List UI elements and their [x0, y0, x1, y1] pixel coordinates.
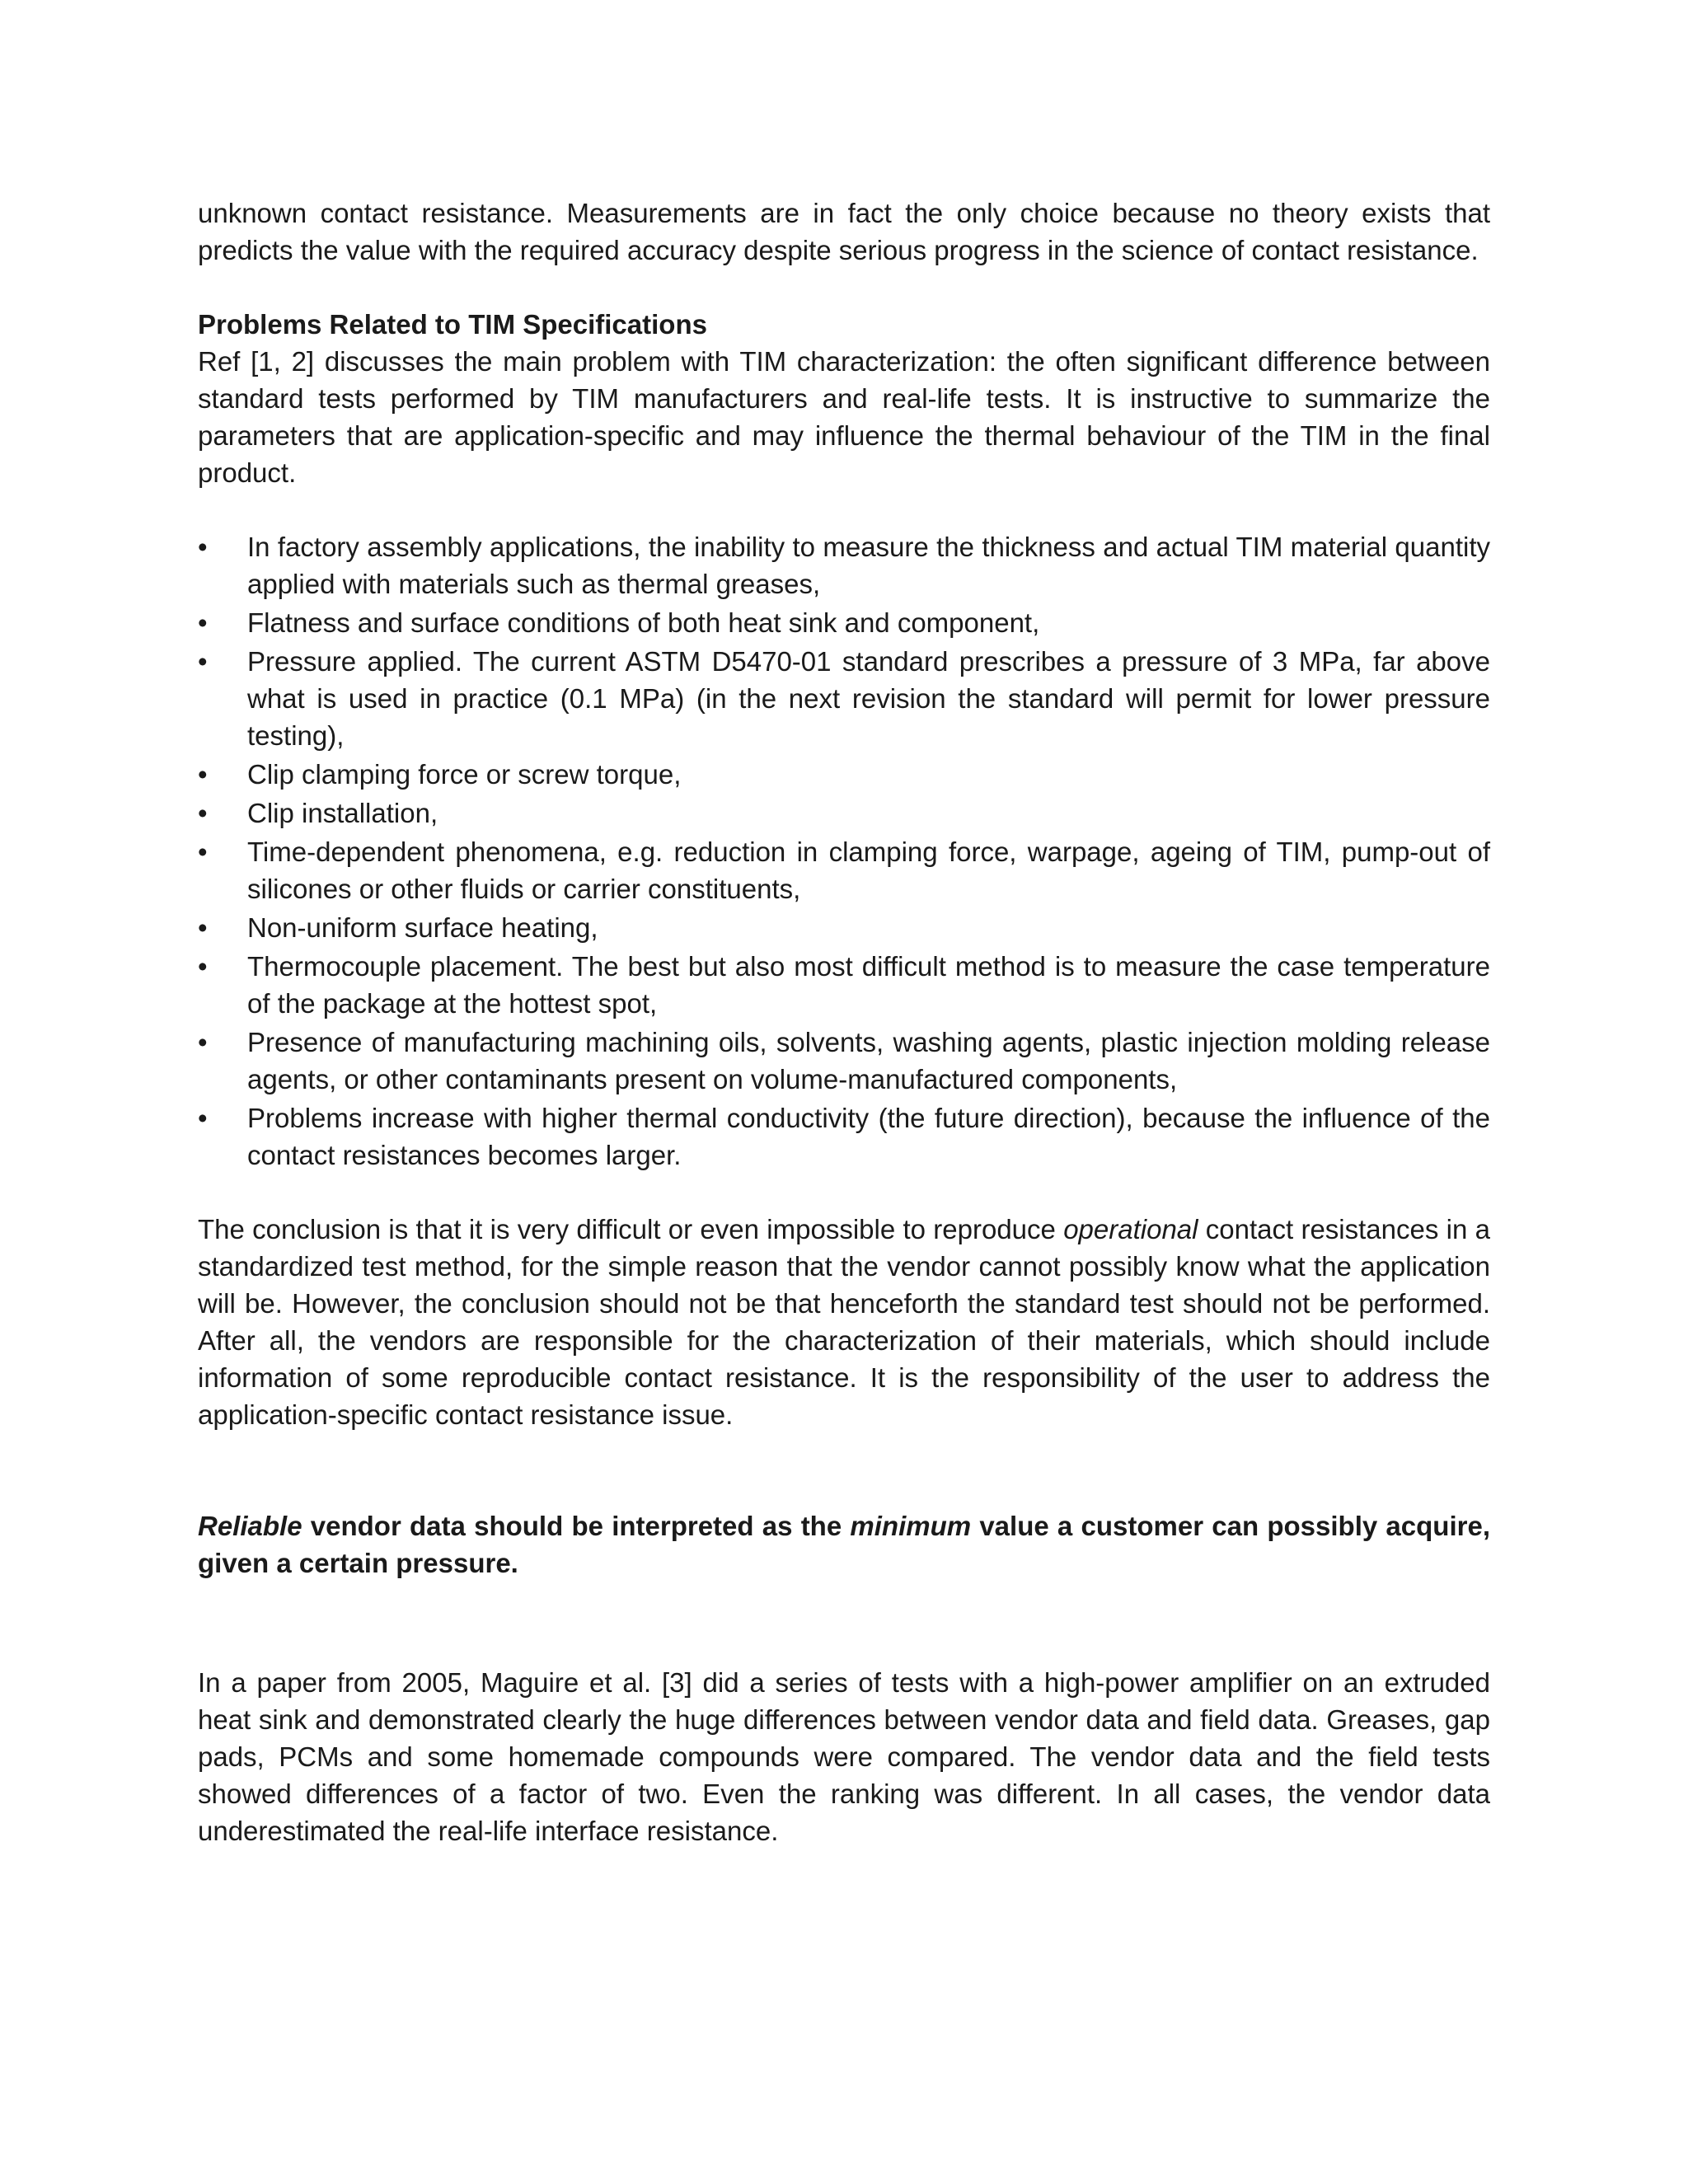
- bullet-icon: •: [198, 837, 208, 867]
- bullet-icon: •: [198, 1027, 208, 1057]
- key-statement: [198, 1507, 1490, 1582]
- paragraph-intro: Ref [1, 2] discusses the main problem with TIM characterization: the often significant difference between standard tests performed by TIM manufacturers and real-life tests. It is instructive to summarize the parameters that are application-specific and may influence the thermal behaviour of the TIM in the final product.: [198, 346, 1490, 488]
- list-item-text: Pressure applied. The current ASTM D5470-01 standard prescribes a pressure of 3 MPa, far above what is used in practice (0.1 MPa) (in the next revision the standard will permit for lower pressure testing),: [247, 646, 1490, 751]
- list-item-text: Thermocouple placement. The best but also most difficult method is to measure the case temperature of the package at the hottest spot,: [247, 951, 1490, 1019]
- section-heading: Problems Related to TIM Specifications: [198, 309, 707, 340]
- list-item: [198, 756, 1490, 793]
- conclusion-emphasis: operational: [1063, 1214, 1198, 1244]
- list-item: [198, 643, 1490, 754]
- statement-emphasis-reliable: Reliable: [198, 1511, 302, 1541]
- paragraph-conclusion: [198, 1211, 1490, 1433]
- bullet-icon: •: [198, 798, 208, 828]
- list-item-text: Presence of manufacturing machining oils, solvents, washing agents, plastic injection molding release agents, or other contaminants present on volume-manufactured components,: [247, 1027, 1490, 1094]
- list-item-text: Clip clamping force or screw torque,: [247, 759, 682, 790]
- statement-text-middle: vendor data should be interpreted as the: [302, 1511, 851, 1541]
- bullet-icon: •: [198, 1103, 208, 1133]
- list-item-text: Non-uniform surface heating,: [247, 912, 598, 943]
- list-item-text: In factory assembly applications, the inability to measure the thickness and actual TIM material quantity applied with materials such as thermal greases,: [247, 532, 1490, 599]
- bullet-icon: •: [198, 951, 208, 982]
- list-item-text: Problems increase with higher thermal conductivity (the future direction), because the influence of the contact resistances becomes larger.: [247, 1103, 1490, 1170]
- list-item: [198, 948, 1490, 1022]
- statement-text-end: value a customer can possibly acquire, given a certain pressure.: [198, 1511, 1490, 1578]
- list-item: [198, 528, 1490, 602]
- paragraph-maguire-study: In a paper from 2005, Maguire et al. [3] did a series of tests with a high-power amplifier on an extruded heat sink and demonstrated clearly the huge differences between vendor data and field data. Greases, gap pads, PCMs and some homemade compounds were compared. The vendor data and the field tests showed differences of a factor of two. Even the ranking was different. In all cases, the vendor data underestimated the real-life interface resistance.: [198, 1667, 1490, 1846]
- list-item-text: Time-dependent phenomena, e.g. reduction in clamping force, warpage, ageing of TIM, pump-out of silicones or other fluids or carrier constituents,: [247, 837, 1490, 904]
- bullet-icon: •: [198, 759, 208, 790]
- parameter-list: [198, 528, 1490, 1174]
- list-item: [198, 1099, 1490, 1174]
- list-item: [198, 604, 1490, 641]
- list-item-text: Flatness and surface conditions of both heat sink and component,: [247, 607, 1040, 638]
- list-item: [198, 833, 1490, 907]
- list-item: [198, 794, 1490, 832]
- statement-emphasis-minimum: minimum: [850, 1511, 972, 1541]
- bullet-icon: •: [198, 532, 208, 562]
- conclusion-text-start: The conclusion is that it is very difficult or even impossible to reproduce: [198, 1214, 1064, 1244]
- bullet-icon: •: [198, 912, 208, 943]
- list-item: [198, 1024, 1490, 1098]
- list-item: [198, 909, 1490, 946]
- document-page: [198, 194, 1490, 1849]
- list-item-text: Clip installation,: [247, 798, 438, 828]
- bullet-icon: •: [198, 607, 208, 638]
- bullet-icon: •: [198, 646, 208, 677]
- conclusion-text-end: contact resistances in a standardized test method, for the simple reason that the vendor cannot possibly know what the application will be. However, the conclusion should not be that henceforth the standard test should not be performed. After all, the vendors are responsible for the characterization of their materials, which should include information of some reproducible contact resistance. It is the responsibility of the user to address the application-specific contact resistance issue.: [198, 1214, 1490, 1430]
- paragraph-contact-resistance: unknown contact resistance. Measurements are in fact the only choice because no theory exists that predicts the value with the required accuracy despite serious progress in the science of contact resistance.: [198, 198, 1490, 265]
